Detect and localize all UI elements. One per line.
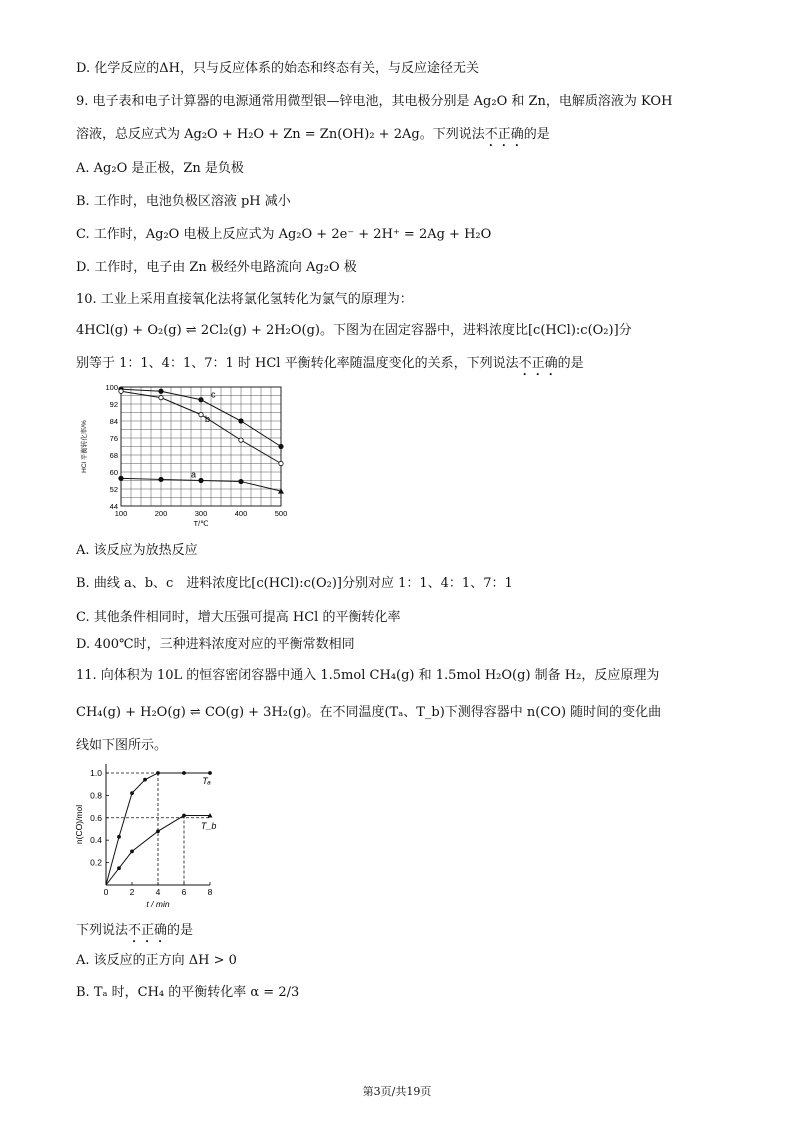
option-d-previous: D. 化学反应的ΔH，只与反应体系的始态和终态有关，与反应途径无关 bbox=[76, 61, 479, 76]
data-point-ta bbox=[208, 771, 212, 775]
y-tick-label: 1.0 bbox=[90, 767, 102, 778]
x-tick-label: 100 bbox=[114, 509, 128, 518]
y-tick-label: 60 bbox=[109, 468, 118, 477]
q11-line-1: 11. 向体积为 10L 的恒容密闭容器中通入 1.5mol CH₄(g) 和 1.5mol H₂O(g) 制备 H₂，反应原理为 bbox=[76, 668, 660, 683]
data-point-tb bbox=[156, 829, 160, 833]
q10-line-1: 10. 工业上采用直接氧化法将氯化氢转化为氯气的原理为： bbox=[76, 292, 413, 307]
data-point-c bbox=[199, 398, 203, 402]
hcl-conversion-chart bbox=[76, 378, 296, 528]
q9-emphasis: 不正确 bbox=[484, 127, 524, 142]
y-tick-label: 0.6 bbox=[90, 812, 102, 823]
q9-line-2 bbox=[76, 126, 550, 150]
x-tick-label: 4 bbox=[155, 887, 161, 897]
data-point-ta bbox=[143, 778, 147, 782]
y-tick-label: 0.4 bbox=[90, 835, 102, 846]
q11-line-4 bbox=[76, 922, 193, 946]
data-point-b bbox=[199, 412, 203, 416]
x-tick-label: 8 bbox=[207, 887, 213, 897]
data-point-tb bbox=[182, 814, 186, 818]
q10-line-3-end: 的是 bbox=[557, 356, 584, 371]
y-tick-label: 0.8 bbox=[90, 790, 102, 801]
page-footer: 第3页/共19页 bbox=[362, 1085, 432, 1098]
y-tick-label: 100 bbox=[105, 383, 118, 392]
y-axis-label: HCl 平衡转化率/% bbox=[81, 420, 88, 473]
series-label-b: b bbox=[205, 414, 211, 425]
data-point-a bbox=[239, 479, 243, 483]
series-label-ta: Tₐ bbox=[202, 776, 211, 787]
data-point-tb bbox=[130, 849, 134, 853]
q10-line-2: 4HCl(g) + O₂(g) ⇌ 2Cl₂(g) + 2H₂O(g)。下图为在固定容器中，进料浓度比[c(HCl):c(O₂)]分 bbox=[76, 323, 632, 338]
x-tick-label: 200 bbox=[154, 509, 168, 518]
q9-option-b: B. 工作时，电池负极区溶液 pH 减小 bbox=[76, 194, 291, 209]
q10-emphasis: 不正确 bbox=[518, 356, 558, 371]
q10-line-3-text: 别等于 1：1、4：1、7：1 时 HCl 平衡转化率随温度变化的关系，下列说法 bbox=[76, 356, 519, 371]
q9-option-d: D. 工作时，电子由 Zn 极经外电路流向 Ag₂O 极 bbox=[76, 260, 357, 275]
y-tick-label: 0.2 bbox=[90, 857, 102, 868]
q9-line-1: 9. 电子表和电子计算器的电源通常用微型银—锌电池，其电极分别是 Ag₂O 和 Zn，电解质溶液为 KOH bbox=[76, 94, 673, 109]
q9-line-2-end: 的是 bbox=[523, 127, 550, 142]
q10-line-3 bbox=[76, 355, 584, 379]
y-tick-label: 92 bbox=[109, 400, 118, 409]
y-axis-label: n(CO)/mol bbox=[74, 804, 84, 845]
data-point-b bbox=[159, 395, 163, 399]
q11-line-4-text: 下列说法 bbox=[76, 923, 129, 938]
data-point-ta bbox=[117, 835, 121, 839]
q11-emphasis: 不正确 bbox=[128, 923, 168, 938]
data-point-tb bbox=[117, 866, 121, 870]
data-point-c bbox=[239, 419, 243, 423]
x-tick-label: 400 bbox=[234, 509, 248, 518]
x-tick-label: 6 bbox=[181, 887, 187, 897]
nco-time-chart bbox=[70, 758, 230, 916]
data-point-a bbox=[199, 478, 203, 482]
x-tick-label: 500 bbox=[274, 509, 288, 518]
q9-option-a: A. Ag₂O 是正极，Zn 是负极 bbox=[76, 161, 244, 176]
data-point-b bbox=[239, 438, 243, 442]
y-tick-label: 44 bbox=[109, 502, 118, 511]
y-tick-label: 68 bbox=[109, 451, 118, 460]
x-axis-label: T/℃ bbox=[193, 519, 209, 528]
q10-option-d: D. 400℃时，三种进料浓度对应的平衡常数相同 bbox=[76, 637, 355, 652]
data-point-a bbox=[119, 476, 123, 480]
data-point-a bbox=[159, 477, 163, 481]
q9-line-2-text: 溶液，总反应式为 Ag₂O + H₂O + Zn = Zn(OH)₂ + 2Ag。下列说法 bbox=[76, 127, 485, 142]
data-point-b bbox=[119, 389, 123, 393]
q11-line-3: 线如下图所示。 bbox=[76, 738, 168, 753]
x-tick-label: 2 bbox=[129, 887, 135, 897]
y-tick-label: 76 bbox=[109, 434, 118, 443]
y-tick-label: 84 bbox=[109, 417, 118, 426]
q11-line-2: CH₄(g) + H₂O(g) ⇌ CO(g) + 3H₂(g)。在不同温度(Tₐ、T_b)下测得容器中 n(CO) 随时间的变化曲 bbox=[76, 705, 662, 720]
q10-option-c: C. 其他条件相同时，增大压强可提高 HCl 的平衡转化率 bbox=[76, 610, 401, 625]
data-point-c bbox=[279, 444, 283, 448]
series-label-tb: T_b bbox=[200, 820, 217, 831]
series-label-a: a bbox=[191, 469, 197, 480]
x-tick-label: 0 bbox=[103, 887, 109, 897]
q11-option-a: A. 该反应的正方向 ΔH > 0 bbox=[76, 953, 237, 968]
series-label-c: c bbox=[211, 389, 216, 400]
q10-option-b: B. 曲线 a、b、c 进料浓度比[c(HCl):c(O₂)]分别对应 1：1、4：1、7：1 bbox=[76, 576, 513, 591]
data-point-c bbox=[159, 389, 163, 393]
q9-option-c: C. 工作时，Ag₂O 电极上反应式为 Ag₂O + 2e⁻ + 2H⁺ = 2Ag + H₂O bbox=[76, 227, 492, 242]
q10-option-a: A. 该反应为放热反应 bbox=[76, 543, 198, 558]
data-point-ta bbox=[156, 771, 160, 775]
data-point-ta bbox=[130, 791, 134, 795]
data-point-ta bbox=[182, 771, 186, 775]
q11-option-b: B. Tₐ 时，CH₄ 的平衡转化率 α = 2/3 bbox=[76, 985, 300, 1000]
x-axis-label: t / min bbox=[146, 899, 170, 909]
y-tick-label: 52 bbox=[109, 485, 118, 494]
data-point-b bbox=[279, 461, 283, 465]
x-tick-label: 300 bbox=[194, 509, 208, 518]
q11-line-4-end: 的是 bbox=[167, 923, 194, 938]
